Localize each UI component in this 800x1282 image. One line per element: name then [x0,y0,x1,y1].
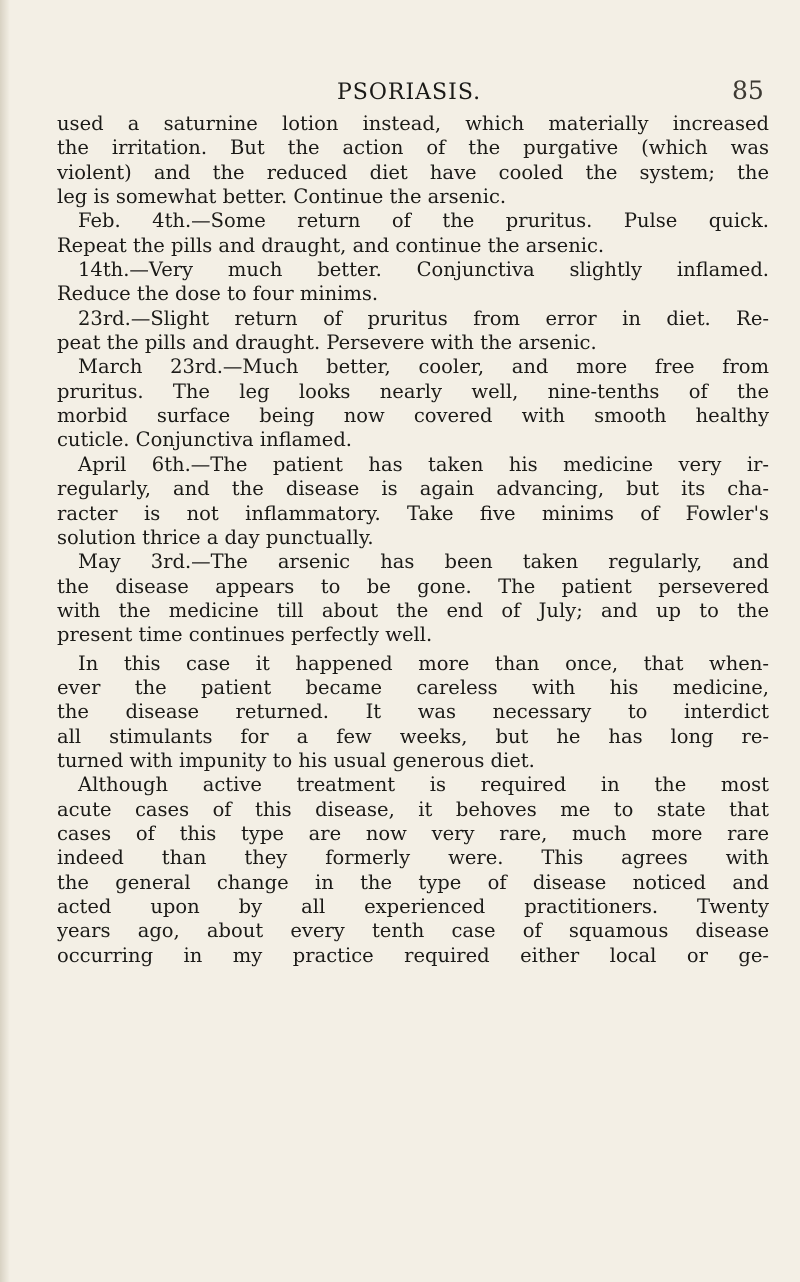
text-line: acted upon by all experienced practitioners. Twenty [57,895,769,918]
text-line: years ago, about every tenth case of squamous disease [57,919,769,943]
text-line: leg is somewhat better. Continue the arsenic. [57,185,507,209]
text-line: regularly, and the disease is again advancing, but its cha- [57,477,769,501]
text-line: 14th.—Very much better. Conjunctiva slightly inflamed. [78,258,769,282]
text-line: the general change in the type of disease noticed and [57,870,769,894]
text-line: cases of this type are now very rare, much more rare [57,821,769,845]
text-line: solution thrice a day punctually. [57,525,374,549]
text-line: turned with impunity to his usual generous diet. [57,748,535,772]
text-line: violent) and the reduced diet have cooled the system; the [57,160,769,184]
text-line: March 23rd.—Much better, cooler, and more free from [78,355,769,379]
text-line: acute cases of this disease, it behoves me to state that [57,797,769,821]
text-line: present time continues perfectly well. [57,623,433,647]
text-line: the irritation. But the action of the purgative (which was [57,136,769,160]
text-line: April 6th.—The patient has taken his medicine very ir- [78,452,769,476]
text-line: 23rd.—Slight return of pruritus from error in diet. Re- [78,306,769,330]
text-line: occurring in my practice required either local or ge- [57,943,769,967]
page-edge [0,0,10,1282]
text-line: the disease appears to be gone. The patient persevered [57,574,769,598]
page-header [0,72,800,112]
text-line: indeed than they formerly were. This agrees with [57,846,769,870]
text-line: In this case it happened more than once, that when- [78,651,769,675]
text-line: cuticle. Conjunctiva inflamed. [57,428,353,452]
text-line: Although active treatment is required in the most [78,773,769,797]
text-line: all stimulants for a few weeks, but he has long re- [57,724,769,748]
text-line: with the medicine till about the end of July; and up to the [57,598,769,622]
text-line: peat the pills and draught. Persevere with the arsenic. [57,331,597,355]
text-line: May 3rd.—The arsenic has been taken regularly, and [78,550,769,574]
text-line: Feb. 4th.—Some return of the pruritus. Pulse quick. [78,209,769,233]
text-line: racter is not inflammatory. Take five minims of Fowler's [57,501,769,525]
text-line: pruritus. The leg looks nearly well, nine-tenths of the [57,379,769,403]
text-line: Reduce the dose to four minims. [57,282,379,306]
text-line: Repeat the pills and draught, and continue the arsenic. [57,233,605,257]
text-line: used a saturnine lotion instead, which materially increased [57,112,769,135]
text-line: the disease returned. It was necessary to interdict [57,700,769,724]
page-number: 85 [732,76,764,105]
text-line: morbid surface being now covered with smooth healthy [57,404,769,428]
text-line: ever the patient became careless with his medicine, [57,675,769,699]
running-head: PSORIASIS. [337,80,482,105]
body-text [57,112,769,968]
